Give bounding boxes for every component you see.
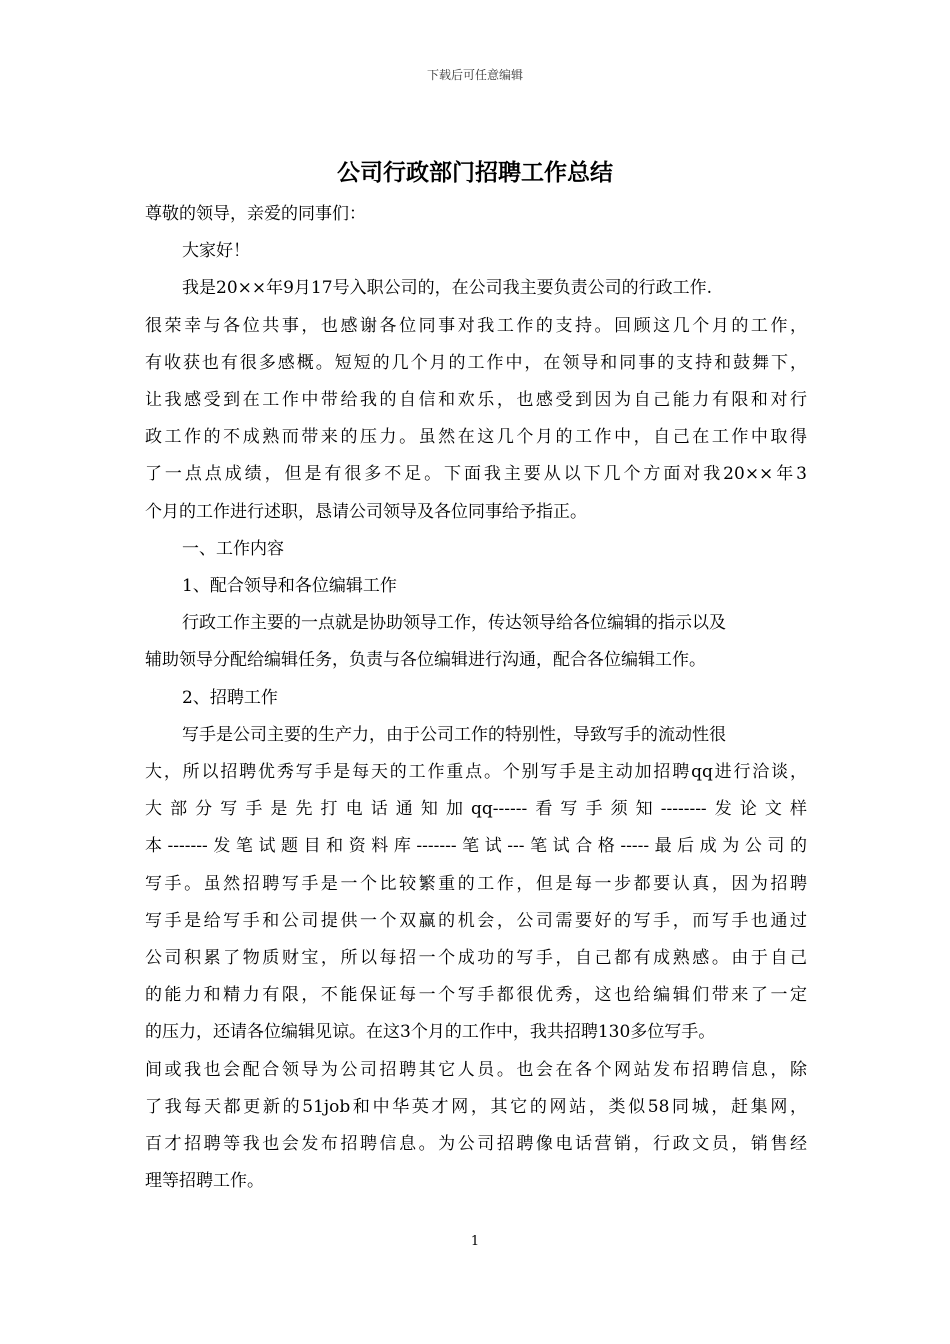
item-2-paragraph [145, 717, 807, 1201]
paragraph-line: 百才招聘等我也会发布招聘信息。为公司招聘像电话营销，行政文员，销售经 [145, 1134, 807, 1155]
paragraph-line: 的能力和精力有限，不能保证每一个写手都很优秀，这也给编辑们带来了一定 [145, 985, 807, 1006]
page-header-note: 下载后可任意编辑 [426, 68, 523, 82]
paragraph-line: 写手是给写手和公司提供一个双赢的机会，公司需要好的写手，而写手也通过 [145, 910, 807, 931]
greeting [145, 233, 807, 270]
paragraph-line: 的压力，还请各位编辑见谅。在这3个月的工作中，我共招聘130多位写手。 [145, 1022, 716, 1043]
paragraph-line: 有收获也有很多感概。短短的几个月的工作中，在领导和同事的支持和鼓舞下， [145, 352, 807, 373]
paragraph-line: 间或我也会配合领导为公司招聘其它人员。也会在各个网站发布招聘信息，除 [145, 1059, 807, 1080]
paragraph-line: 很荣幸与各位共事，也感谢各位同事对我工作的支持。回顾这几个月的工作， [145, 315, 807, 336]
paragraph-line: 大部分写手是先打电话通知加qq------看写手须知--------发论文样 [145, 799, 807, 820]
salutation [145, 196, 807, 233]
paragraph-line: 辅助领导分配给编辑任务，负责与各位编辑进行沟通，配合各位编辑工作。 [145, 650, 706, 671]
paragraph-line: 了我每天都更新的51job和中华英才网，其它的网站，类似58同城，赶集网， [145, 1096, 807, 1117]
paragraph-line: 政工作的不成熟而带来的压力。虽然在这几个月的工作中，自己在工作中取得 [145, 427, 807, 448]
item-heading-line: 2、招聘工作 [182, 687, 278, 708]
paragraph-line: 个月的工作进行述职，恳请公司领导及各位同事给予指正。 [145, 501, 587, 522]
item-heading-line: 1、配合领导和各位编辑工作 [182, 576, 397, 597]
paragraph-line: 写手是公司主要的生产力，由于公司工作的特别性，导致写手的流动性很 [182, 724, 726, 745]
item-1-paragraph [145, 605, 807, 679]
greeting-line: 大家好！ [182, 241, 250, 262]
paragraph-line: 本-------发笔试题目和资料库-------笔试---笔试合格-----最后成为公司的 [145, 836, 807, 857]
item-1-heading [145, 568, 807, 605]
intro-paragraph [145, 270, 807, 530]
page-number: 1 [470, 1234, 480, 1249]
section-heading-line: 一、工作内容 [182, 538, 284, 559]
paragraph-line: 了一点点成绩，但是有很多不足。下面我主要从以下几个方面对我20××年3 [145, 464, 807, 485]
paragraph-line: 行政工作主要的一点就是协助领导工作，传达领导给各位编辑的指示以及 [182, 613, 726, 634]
document-title: 公司行政部门招聘工作总结 [337, 160, 613, 186]
salutation-line: 尊敬的领导，亲爱的同事们： [145, 204, 366, 224]
paragraph-line: 公司积累了物质财宝，所以每招一个成功的写手，自己都有成熟感。由于自己 [145, 948, 807, 969]
item-2-heading [145, 680, 807, 717]
paragraph-line: 让我感受到在工作中带给我的自信和欢乐，也感受到因为自己能力有限和对行 [145, 390, 807, 411]
paragraph-line: 大，所以招聘优秀写手是每天的工作重点。个别写手是主动加招聘qq进行洽谈， [145, 762, 807, 783]
paragraph-line: 我是20××年9月17号入职公司的，在公司我主要负责公司的行政工作. [182, 278, 712, 299]
section-heading [145, 531, 807, 568]
paragraph-line: 理等招聘工作。 [145, 1171, 264, 1192]
paragraph-line: 写手。虽然招聘写手是一个比较繁重的工作，但是每一步都要认真，因为招聘 [145, 873, 807, 894]
document-body [145, 196, 807, 1200]
